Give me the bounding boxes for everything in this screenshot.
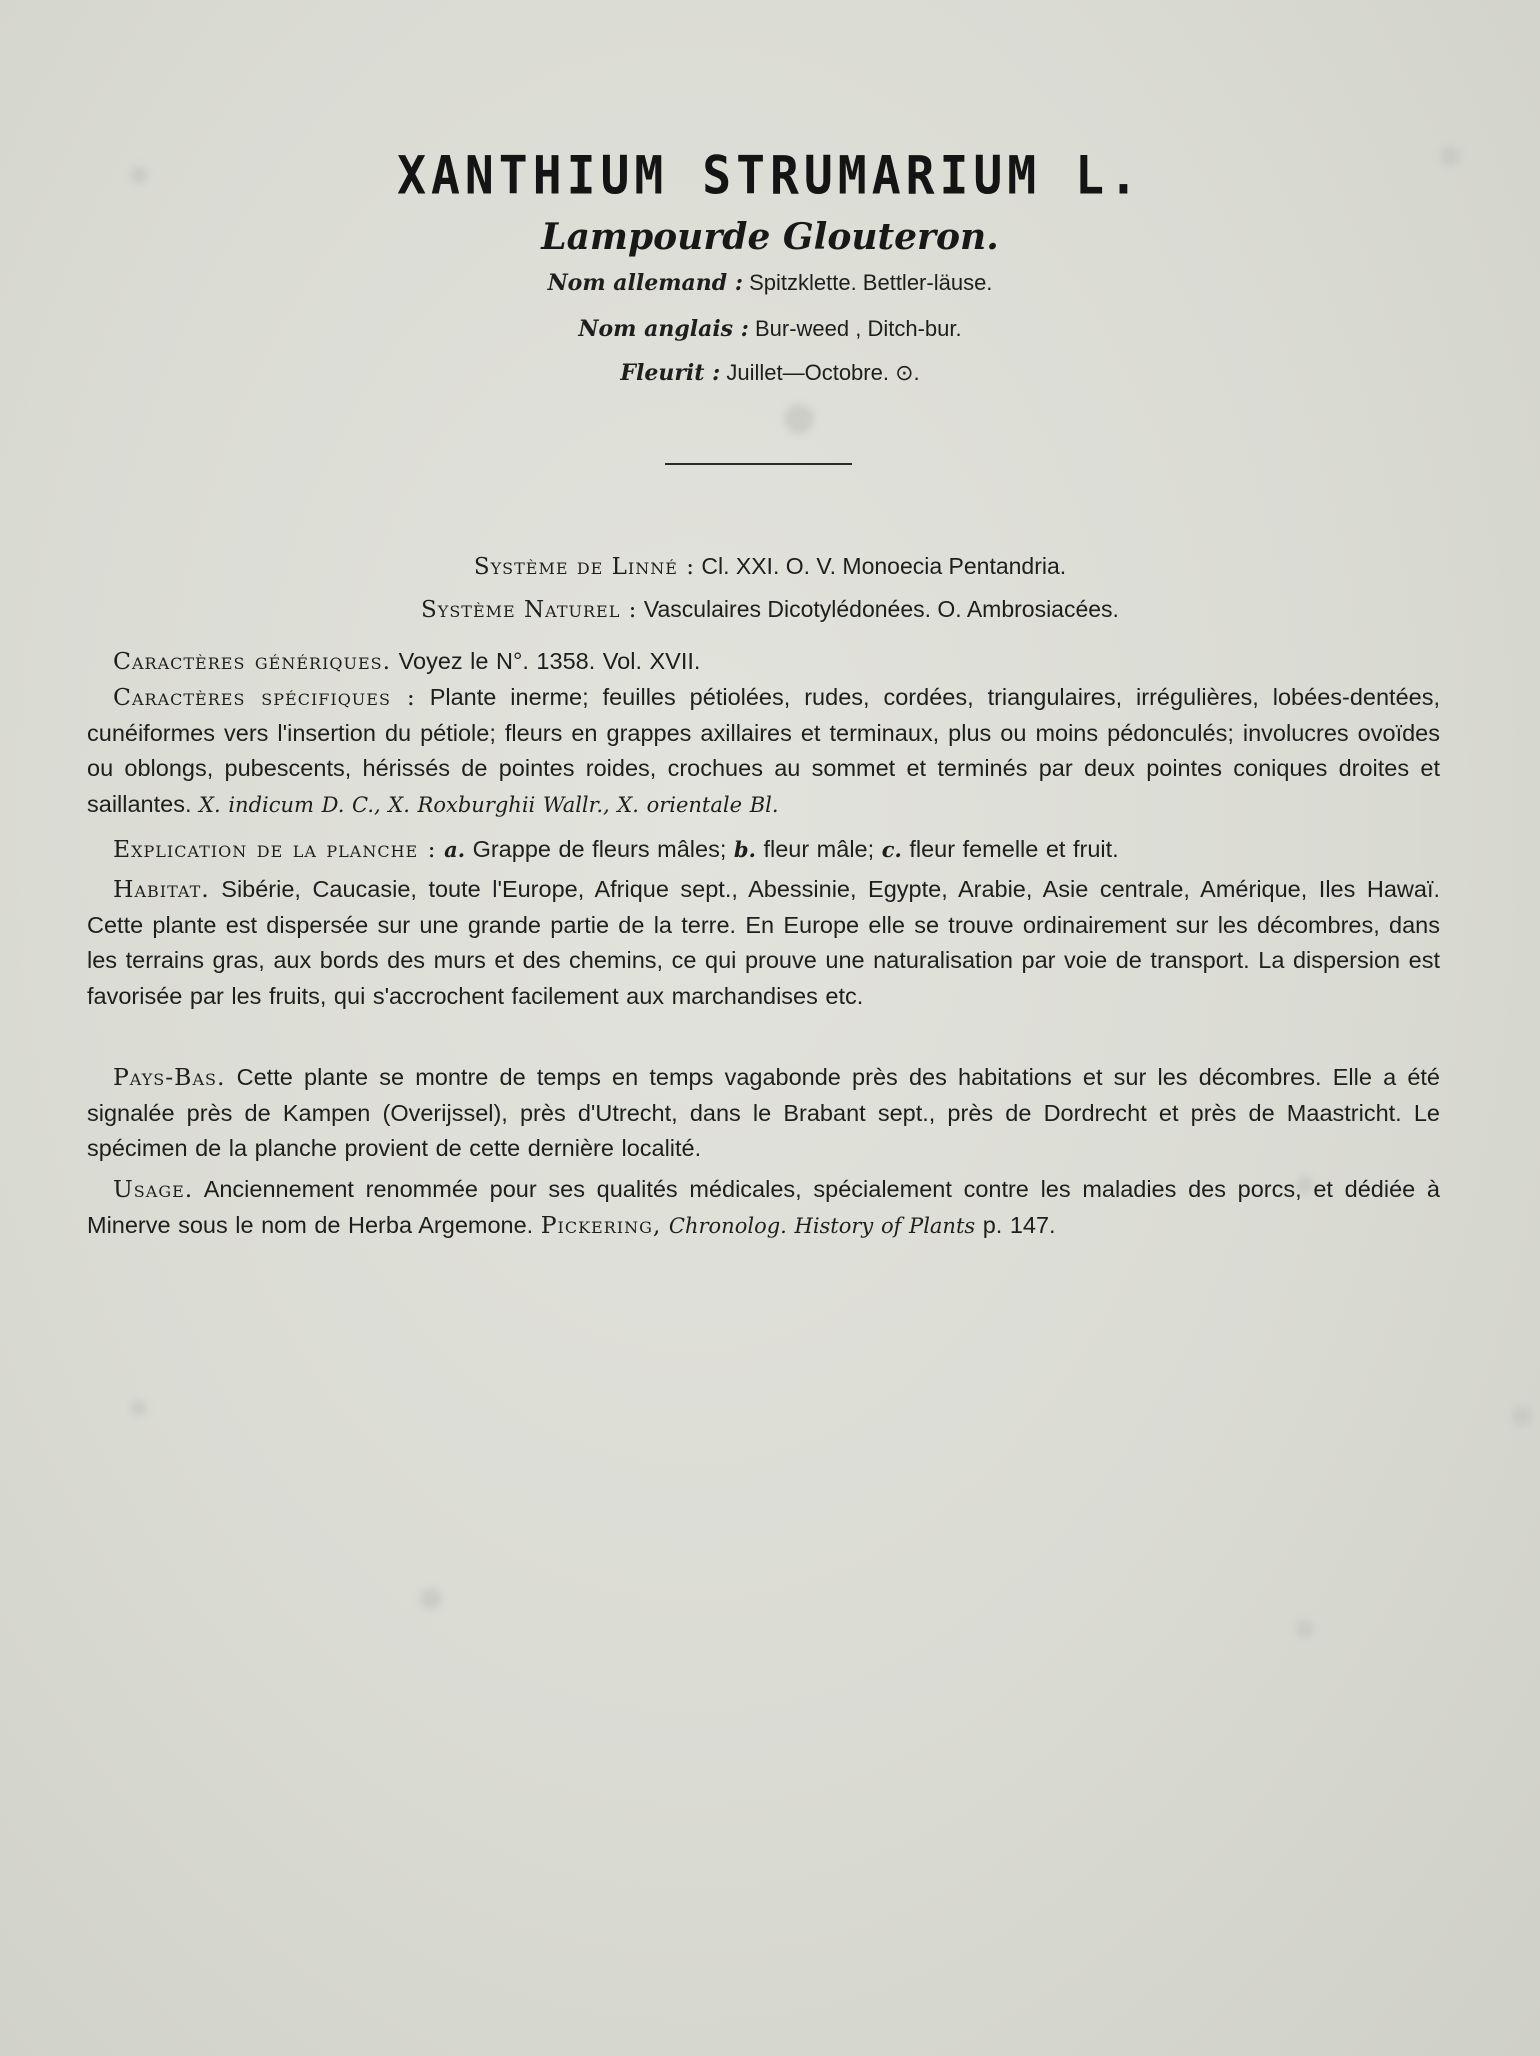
plate-item-b-text: fleur mâle; — [763, 836, 875, 862]
flowering-line — [0, 360, 1540, 386]
specific-characters-text: Plante inerme; feuilles pétiolées, rudes, cordées, triangulaires, irrégulières, lobées-dentées, cunéiformes vers l'insertion du pétiole; fleurs en grappes axillaires et terminaux, plus ou moins pédonculés; involucres ovoïdes ou oblongs, pubescents, hérissés de pointes roides, crochues au sommet et terminés par deux pointes coniques droites et saillantes. — [87, 684, 1440, 817]
habitat-text: Sibérie, Caucasie, toute l'Europe, Afrique sept., Abessinie, Egypte, Arabie, Asie centrale, Amérique, Iles Hawaï. Cette plante est dispersée sur une grande partie de la terre. En Europe elle se trouve ordinairement sur les décombres, dans les terrains gras, aux bords des murs et des chemins, ce qui prouve une naturalisation par voie de transport. La dispersion est favorisée par les fruits, qui s'accrochent facilement aux marchandises etc. — [87, 876, 1440, 1009]
plate-item-c-marker: c. — [881, 837, 902, 862]
flowering-label: Fleurit : — [620, 360, 721, 386]
generic-characters-text: Voyez le N°. 1358. Vol. XVII. — [398, 648, 701, 674]
paper-stain — [784, 404, 814, 434]
german-name-line — [0, 270, 1540, 296]
natural-system-line — [0, 596, 1540, 623]
generic-characters-label: Caractères génériques. — [113, 647, 392, 675]
divider-rule — [665, 463, 852, 465]
usage-author: Pickering, — [540, 1210, 662, 1239]
common-name: Lampourde Glouteron. — [541, 216, 999, 258]
paper-stain — [130, 1400, 146, 1416]
plate-item-c-text: fleur femelle et fruit. — [909, 836, 1119, 862]
german-name-value: Spitzklette. Bettler-läuse. — [749, 270, 993, 295]
natural-system-label: Système Naturel : — [421, 597, 638, 623]
natural-system-value: Vasculaires Dicotylédonées. O. Ambrosiacées. — [643, 596, 1119, 622]
english-name-label: Nom anglais : — [578, 316, 749, 342]
linne-system-value: Cl. XXI. O. V. Monoecia Pentandria. — [701, 553, 1067, 579]
paper-stain — [420, 1588, 442, 1610]
german-name-label: Nom allemand : — [547, 270, 743, 296]
english-name-line — [0, 316, 1540, 342]
plate-explanation-label: Explication de la planche : — [113, 835, 437, 863]
specific-characters-label: Caractères spécifiques : — [113, 683, 416, 711]
netherlands-section — [87, 1060, 1440, 1167]
plate-item-a-marker: a. — [444, 837, 466, 862]
habitat-section — [87, 872, 1440, 1014]
page-title: XANTHIUM STRUMARIUM L. — [397, 145, 1143, 207]
paper-stain — [1296, 1620, 1314, 1638]
usage-section — [87, 1172, 1440, 1244]
synonym-indicum: X. indicum D. C., — [199, 792, 381, 817]
linne-system-label: Système de Linné : — [473, 554, 695, 580]
habitat-label: Habitat. — [113, 875, 210, 903]
plate-explanation — [87, 832, 1440, 868]
paper-stain — [1512, 1406, 1532, 1426]
usage-page: p. 147. — [982, 1211, 1056, 1238]
synonym-orientale: X. orientale Bl. — [617, 792, 779, 817]
usage-text: Anciennement renommée pour ses qualités médicales, spécialement contre les maladies des porcs, et dédiée à Minerve sous le nom de Herba Argemone. — [87, 1176, 1441, 1238]
specific-characters — [87, 680, 1440, 823]
usage-book-title: Chronolog. History of Plants — [668, 1213, 976, 1238]
plate-item-a-text: Grappe de fleurs mâles; — [472, 836, 727, 862]
flowering-value: Juillet—Octobre. ⊙. — [726, 360, 920, 385]
linne-system-line — [0, 553, 1540, 580]
usage-label: Usage. — [113, 1175, 194, 1203]
generic-characters — [87, 644, 1440, 680]
english-name-value: Bur-weed , Ditch-bur. — [754, 316, 962, 341]
plate-item-b-marker: b. — [733, 837, 756, 862]
netherlands-label: Pays-Bas. — [113, 1063, 226, 1091]
synonym-roxburghii: X. Roxburghii Wallr., — [388, 792, 610, 817]
netherlands-text: Cette plante se montre de temps en temps vagabonde près des habitations et sur les décombres. Elle a été signalée près de Kampen (Overijssel), près d'Utrecht, dans le Brabant sept., près de Dordrecht et près de Maastricht. Le spécimen de la planche provient de cette dernière localité. — [87, 1064, 1441, 1161]
